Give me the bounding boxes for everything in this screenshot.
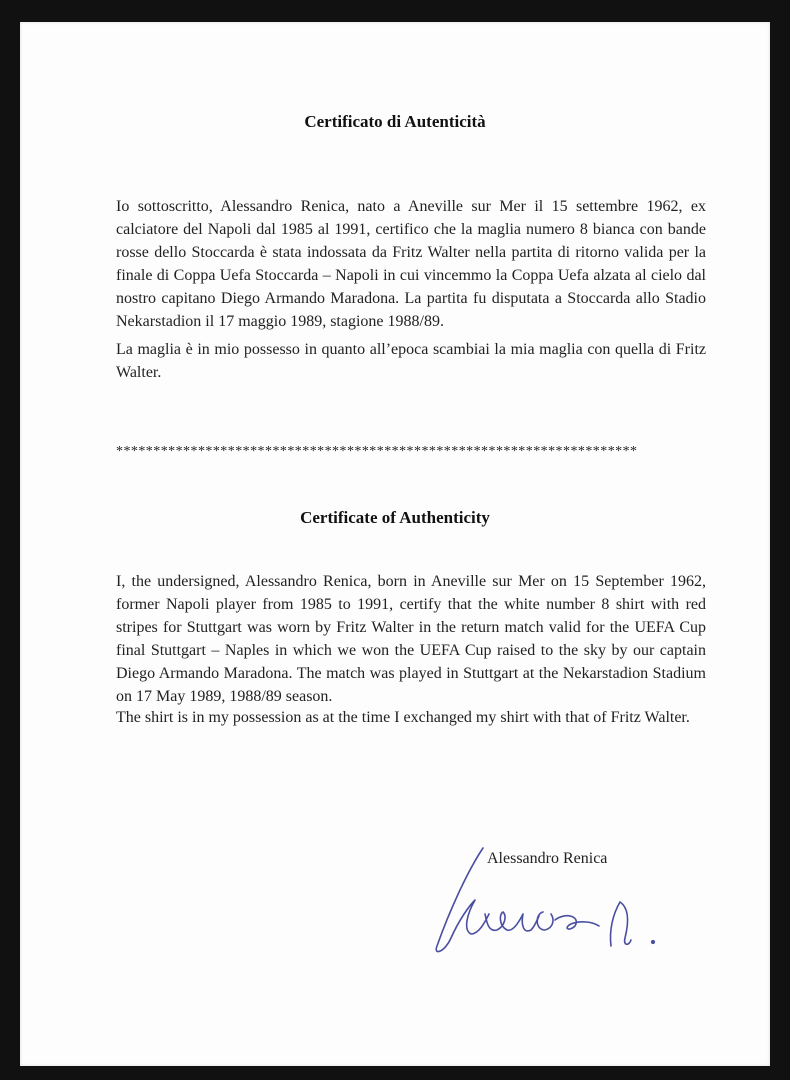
english-title: Certificate of Authenticity — [300, 508, 490, 527]
signer-name: Alessandro Renica — [487, 850, 608, 867]
certificate-page — [20, 22, 770, 1066]
english-paragraph-2: The shirt is in my possession as at the time I exchanged my shirt with that of Fritz Walter. — [116, 709, 690, 726]
english-paragraph-1: I, the undersigned, Alessandro Renica, born in Aneville sur Mer on 15 September 1962, former Napoli player from 1985 to 1991, certify that the white number 8 shirt with red stripes for Stuttgart was worn by Fritz Walter in the return match valid for the UEFA Cup final Stuttgart – Naples in which we won the UEFA Cup raised to the sky by our captain Diego Armando Maradona. The match was played in Stuttgart at the Nekarstadion Stadium on 17 May 1989, 1988/89 season. — [116, 573, 706, 705]
separator-line: ********************************************************************** — [116, 444, 638, 459]
italian-paragraph-2: La maglia è in mio possesso in quanto all’epoca scambiai la mia maglia con quella di Fritz Walter. — [116, 341, 706, 381]
handwritten-signature — [415, 842, 675, 972]
italian-paragraph-1: Io sottoscritto, Alessandro Renica, nato a Aneville sur Mer il 15 settembre 1962, ex calciatore del Napoli dal 1985 al 1991, certifico che la maglia numero 8 bianca con bande rosse dello Stoccarda è stata indossata da Fritz Walter nella partita di ritorno valida per la finale di Coppa Uefa Stoccarda – Napoli in cui vincemmo la Coppa Uefa alzata al cielo dal nostro capitano Diego Armando Maradona. La partita fu disputata a Stoccarda allo Stadio Nekarstadion il 17 maggio 1989, stagione 1988/89. — [116, 198, 706, 330]
italian-title: Certificato di Autenticità — [304, 112, 486, 131]
